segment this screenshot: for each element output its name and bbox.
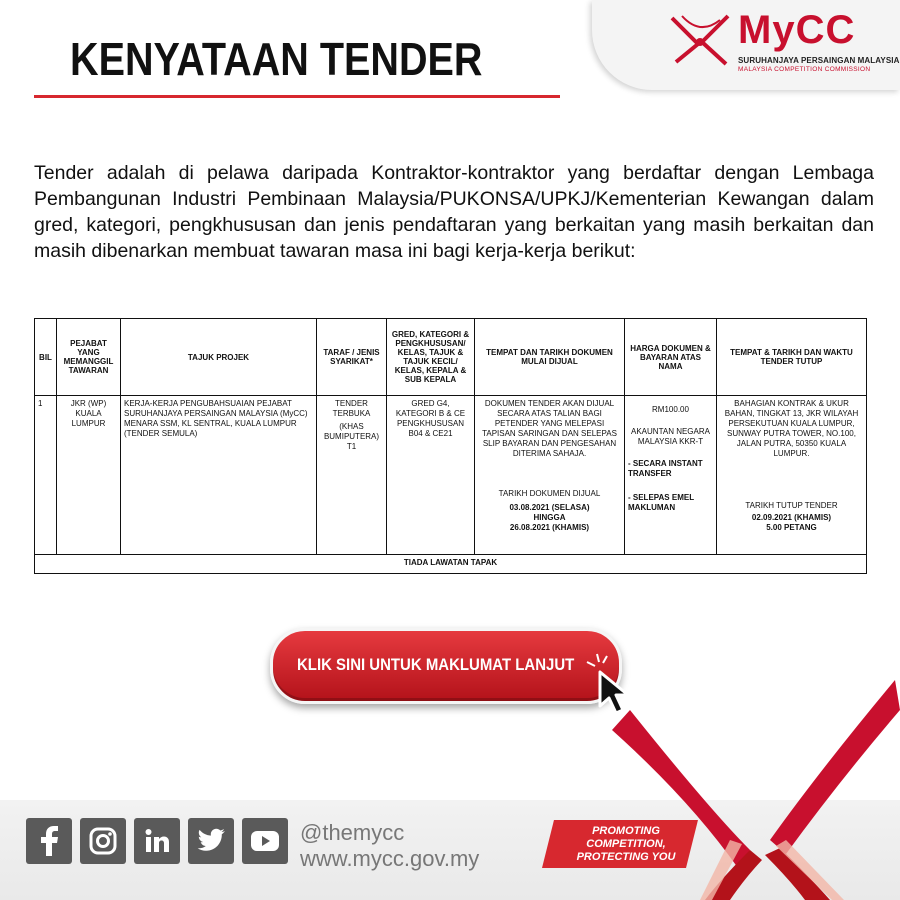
facebook-icon[interactable] [26,818,72,864]
table-row [35,396,867,555]
header-gred: GRED, KATEGORI & PENGKHUSUSAN/ KELAS, TAJUK & TAJUK KECIL/ KELAS, KEPALA & SUB KEPALA [387,319,475,396]
harga-bayar-2: - SELEPAS EMEL MAKLUMAN [628,493,694,512]
tutup-label: TARIKH TUTUP TENDER [745,501,838,510]
cell-bil: 1 [35,396,57,555]
social-handle-block [300,820,479,872]
logo-subtitle-malay: SURUHANJAYA PERSAINGAN MALAYSIA [738,56,900,65]
harga-akaun: AKAUNTAN NEGARA MALAYSIA KKR-T [631,427,710,446]
dokumen-start-date: 03.08.2021 (SELASA) [509,503,590,512]
no-site-visit-note: TIADA LAWATAN TAPAK [35,555,867,574]
harga-bayar-1: - SECARA INSTANT TRANSFER [628,459,703,478]
cell-taraf [317,396,387,555]
cell-harga [625,396,717,555]
title-underline [34,95,560,98]
more-info-label: KLIK SINI UNTUK MAKLUMAT LANJUT [297,655,575,674]
logo-ribbon-icon [668,10,734,70]
header-pejabat: PEJABAT YANG MEMANGGIL TAWARAN [57,319,121,396]
cell-tutup [717,396,867,555]
social-handle[interactable]: @themycc [300,820,405,845]
header-bil: BIL [35,319,57,396]
twitter-icon[interactable] [188,818,234,864]
taraf-type: TENDER TERBUKA [332,399,371,418]
linkedin-icon[interactable] [134,818,180,864]
social-links [26,818,288,864]
dokumen-end-date: 26.08.2021 (KHAMIS) [509,523,590,532]
taraf-khas: (KHAS BUMIPUTERA) [323,422,380,441]
page-title: KENYATAAN TENDER [70,33,483,85]
header-dokumen: TEMPAT DAN TARIKH DOKUMEN MULAI DIJUAL [475,319,625,396]
header-harga: HARGA DOKUMEN & BAYARAN ATAS NAMA [625,319,717,396]
more-info-button[interactable] [270,628,622,704]
header-taraf: TARAF / JENIS SYARIKAT* [317,319,387,396]
tutup-time: 5.00 PETANG [766,523,817,532]
cell-pejabat: JKR (WP) KUALA LUMPUR [57,396,121,555]
logo-wordmark: MyCC [738,8,856,52]
tender-table [34,318,867,574]
youtube-icon[interactable] [242,818,288,864]
logo-subtitle-english: MALAYSIA COMPETITION COMMISSION [738,66,871,73]
mycc-logo [668,6,900,86]
tutup-date: 02.09.2021 (KHAMIS) [751,513,832,522]
cell-tajuk: KERJA-KERJA PENGUBAHSUAIAN PEJABAT SURUHANJAYA PERSAINGAN MALAYSIA (MyCC) MENARA SSM, KL SENTRAL, KUALA LUMPUR (TENDER SEMULA) [121,396,317,555]
table-footer-row [35,555,867,574]
dokumen-hingga: HINGGA [533,513,566,522]
table-header-row [35,319,867,396]
intro-paragraph: Tender adalah di pelawa daripada Kontraktor-kontraktor yang berdaftar dengan Lembaga Pembangunan Industri Pembinaan Malaysia/PUKONSA/UPKJ/Kementerian Kewangan dalam gred, kategori, pengkhususan dan jenis pendaftaran yang berkaitan yang masih berkaitan dan masih dibenarkan membuat tawaran masa ini bagi kerja-kerja berikut: [34,162,874,262]
cell-dokumen [475,396,625,555]
dokumen-text: DOKUMEN TENDER AKAN DIJUAL SECARA ATAS TALIAN BAGI PETENDER YANG MELEPASI TAPISAN SARINGAN DAN SELEPAS SLIP BAYARAN DAN PENGESAHAN DITERIMA SAHAJA. [482,399,617,458]
cell-gred: GRED G4, KATEGORI B & CE PENGKHUSUSAN B04 & CE21 [387,396,475,555]
taraf-class: T1 [346,442,357,451]
header-tutup: TEMPAT & TARIKH DAN WAKTU TENDER TUTUP [717,319,867,396]
dokumen-date-label: TARIKH DOKUMEN DIJUAL [498,489,601,498]
tagline-text: PROMOTING COMPETITION, PROTECTING YOU [576,825,676,863]
instagram-icon[interactable] [80,818,126,864]
tutup-tempat: BAHAGIAN KONTRAK & UKUR BAHAN, TINGKAT 13, JKR WILAYAH PERSEKUTUAN KUALA LUMPUR, SUNWAY PUTRA TOWER, NO.100, JALAN PUTRA, 50350 KUALA LUMPUR. [724,399,859,458]
header-tajuk: TAJUK PROJEK [121,319,317,396]
harga-amount: RM100.00 [652,405,689,414]
website-link[interactable]: www.mycc.gov.my [300,846,480,871]
